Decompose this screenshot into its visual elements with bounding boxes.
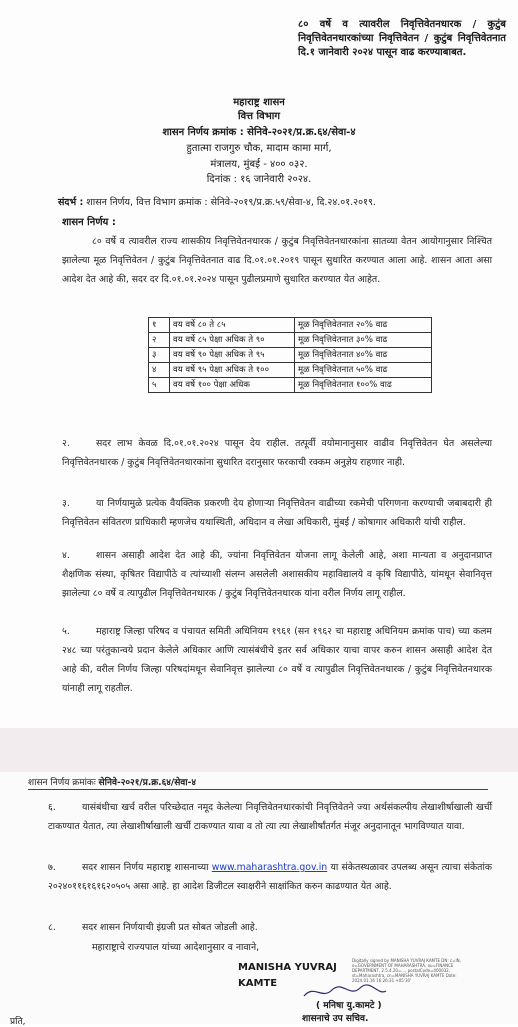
table-cell-increase: मूळ निवृत्तिवेतनात ४०% वाढ [295,348,432,363]
page2-header-label: शासन निर्णय क्रमांकः [28,778,96,788]
signer-designation: शासनाचे उप सचिव. [302,1014,369,1024]
paragraph-5 [62,622,492,698]
paragraph-text: सदर शासन निर्णयाची इंग्रजी प्रत सोबत जोडली आहे. [82,922,258,933]
table-row [149,333,432,348]
pension-increase-table [148,317,432,393]
table-cell-increase: मूळ निवृत्तिवेतनात १००% वाढ [295,378,432,393]
govt-title: महाराष्ट्र शासन [233,97,285,108]
paragraph-number: ८. [48,922,56,933]
closing-line: महाराष्ट्राचे राज्यपाल यांच्या आदेशानुसार व नावाने, [92,942,260,953]
table-cell-age: वय वर्षे ९० पेक्षा अधिक ते ९५ [170,348,295,363]
dept-title: वित्त विभाग [238,111,280,122]
table-cell-no: ४ [149,363,170,378]
paragraph-text: या संकेतस्थळावर उपलब्ध असून त्याचा संकेतांक २०२४०११६१६१६२०५०५ असा आहे. हा आदेश डिजीटल स्वाक्षरीने साक्षांकित करुन काढण्यात येत आहे. [48,862,493,892]
paragraph-number: २. [62,438,70,449]
gr-number: शासन निर्णय क्रमांक : सेनिवे-२०२१/प्र.क्र.६४/सेवा-४ [162,127,356,138]
table-row [149,318,432,333]
table-cell-age: वय वर्षे १०० पेक्षा अधिक [170,378,295,393]
paragraph-2 [62,434,492,472]
website-link[interactable]: www.maharashtra.gov.in [211,862,328,873]
intro-paragraph: ८० वर्षे व त्यावरील राज्य शासकीय निवृत्तिवेतनधारक / कुटुंब निवृत्तिवेतनधारकांना सातव्या वेतन आयोगानुसार निश्चित झालेल्या मूळ निवृत्तिवेतन / कुटुंब निवृत्तिवेतनात वाढ दि.०१.०१.२०१९ पासून सुधारित करण्यात आला आहे. शासन आता असा आदेश देत आहे की, सदर दर दि.०१.०१.२०२४ पासून पुढीलप्रमाणे सुधारित करण्यात येत आहेत. [62,236,492,285]
table-cell-no: ५ [149,378,170,393]
table-cell-increase: मूळ निवृत्तिवेतनात २०% वाढ [295,318,432,333]
page2-header-number: सेनिवे-२०२१/प्र.क्र.६४/सेवा-४ [98,778,197,788]
paragraph-number: ३. [62,498,70,509]
table-cell-age: वय वर्षे ९५ पेक्षा अधिक ते १०० [170,363,295,378]
page-gap [0,728,518,772]
address-line-1: हुतात्मा राजगुरु चौक, मादाम कामा मार्ग, [186,143,332,154]
paragraph-text: या निर्णयामुळे प्रत्येक वैयक्तिक प्रकरणी देय होणाऱ्या निवृत्तिवेतन वाढीच्या रकमेची परिगणना करण्याची जबाबदारी ही निवृत्तिवेतन संवितरण प्राधिकारी म्हणजेच यथास्थिती, अधिदान व लेखा अधिकारी, मुंबई / कोषागार अधिकारी यांची राहील. [62,498,492,528]
table-cell-age: वय वर्षे ८० ते ८५ [170,318,295,333]
paragraph-3 [62,494,492,532]
paragraph-4 [62,546,492,603]
paragraph-text: सदर लाभ केवळ दि.०१.०१.२०२४ पासून देय राहील. तत्पूर्वी वयोमानानुसार वाढीव निवृत्तिवेतन घेत असलेल्या निवृत्तिवेतनधारक / कुटुंब निवृत्तिवेतनधारकांना सुधारित दरानुसार फरकाची रक्कम अनुज्ञेय राहणार नाही. [62,438,492,468]
signer-name-line-2: KAMTE [238,978,278,989]
reference [58,195,498,208]
subject-line: ८० वर्षे व त्यावरील निवृत्तिवेतनधारक / कुटुंब निवृत्तिवेतनधारकांच्या निवृत्तिवेतन / कुटुंब निवृत्तिवेतनात दि.१ जानेवारी २०२४ पासून वाढ करण्याबाबत. [298,19,506,58]
paragraph-number: ५. [62,626,70,637]
header-divider [28,789,488,790]
paragraph-6 [48,798,492,836]
date-line: दिनांक : १६ जानेवारी २०२४. [206,174,312,185]
paragraph-number: ४. [62,550,70,561]
paragraph-number: ६. [48,802,56,813]
table-cell-increase: मूळ निवृत्तिवेतनात ५०% वाढ [295,363,432,378]
reference-label: संदर्भ : [58,197,84,208]
paragraph-text: यासंबंधीचा खर्च वरील परिच्छेदात नमूद केलेल्या निवृत्तिवेतनधारकांची निवृत्तिवेतने ज्या अर्थसंकल्पीय लेखाशीर्षाखाली खर्ची टाकण्यात येतात, त्या लेखाशीर्षाखाली खर्ची टाकण्यात यावा व तो त्या त्या लेखाशीर्षांतर्गत मंजूर अनुदानातून भागविण्यात यावा. [48,802,492,832]
table-row [149,378,432,393]
gr-heading: शासन निर्णय : [62,217,116,228]
table-cell-no: ३ [149,348,170,363]
paragraph-text: शासन असाही आदेश देत आहे की, ज्यांना निवृत्तिवेतन योजना लागू केलेली आहे, अशा मान्यता व अनुदानप्राप्त शैक्षणिक संस्था, कृषितर विद्यापीठे व त्यांच्याशी संलग्न असलेली अशासकीय महाविद्यालये व कृषि विद्यापीठे, यांमधून सेवानिवृत्त झालेल्या ८० वर्षे व त्यापुढील निवृत्तिवेतनधारक / कुटुंब निवृत्तिवेतनधारक यांना वरील निर्णय लागू राहील. [62,550,492,599]
table-row [149,348,432,363]
paragraph-7 [48,858,492,896]
signer-name-line-1: MANISHA YUVRAJ [238,962,337,973]
recipients-label: प्रति, [10,1017,26,1027]
paragraph-number: ७. [48,862,56,873]
table-cell-increase: मूळ निवृत्तिवेतनात ३०% वाढ [295,333,432,348]
table-cell-no: २ [149,333,170,348]
signer-marathi-name: ( मनिषा यु.कामटे ) [316,1001,382,1011]
table-row [149,363,432,378]
table-cell-no: १ [149,318,170,333]
table-cell-age: वय वर्षे ८५ पेक्षा अधिक ते ९० [170,333,295,348]
paragraph-8 [48,918,492,937]
paragraph-text: सदर शासन निर्णय महाराष्ट्र शासनाच्या [82,862,209,873]
reference-text: शासन निर्णय, वित्त विभाग क्रमांक : सेनिवे-२०१९/प्र.क्र.५९/सेवा-४, दि.२४.०१.२०१९. [86,197,376,208]
paragraph-text: महाराष्ट्र जिल्हा परिषद व पंचायत समिती अधिनियम १९६१ (सन १९६२ चा महाराष्ट्र अधिनियम क्रमांक पाच) च्या कलम २४८ च्या परंतुकान्वये प्रदान केलेले अधिकार आणि त्यासंबंधीचे इतर सर्व अधिकार याचा वापर करुन शासन असाही आदेश देत आहे की, वरील निर्णय जिल्हा परिषदांमधून सेवानिवृत्त झालेल्या ८० वर्षे व त्यापुढील निवृत्तिवेतनधारक / कुटुंब निवृत्तिवेतनधारक यांनाही लागू राहतील. [62,626,492,694]
page2-header [28,775,196,788]
address-line-2: मंत्रालय, मुंबई - ४०० ०३२. [210,159,308,170]
digital-signature-details: Digitally signed by MANISHA YUVRAJ KAMTE DN: c=IN, o=GOVERNMENT OF MAHARASHTRA, ou=FINANCE DEPARTMENT, 2.5.4.20=..., postalCode=400032, st=Maharashtra, cn=MANISHA YUVRAJ KAMTE Date: 2024.01.16 16:26:31 +05'30' [352,958,461,983]
